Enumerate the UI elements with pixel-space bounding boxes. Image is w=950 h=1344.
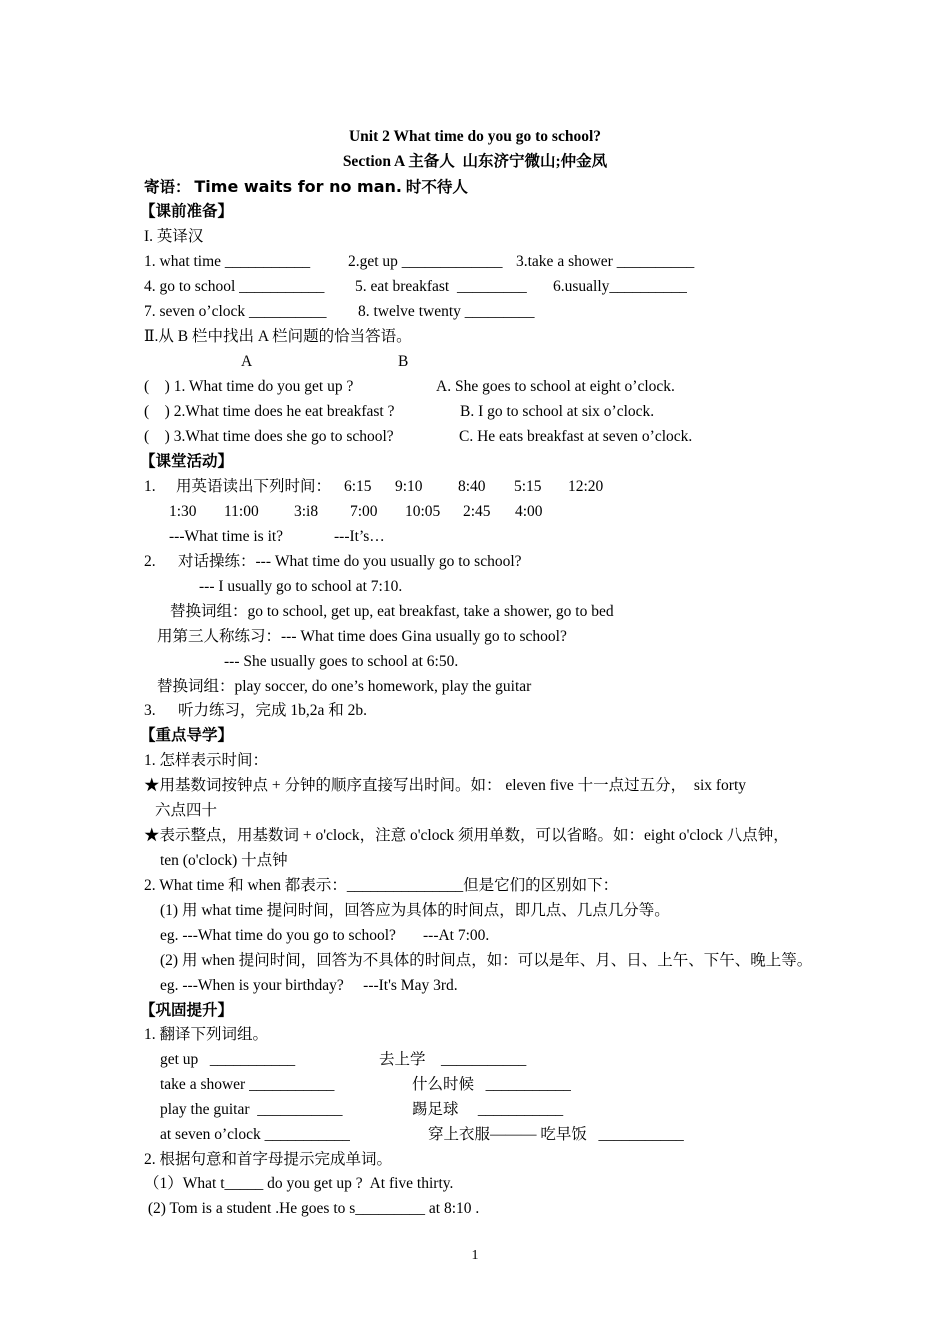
third-person-answer: --- She usually goes to school at 6:50. bbox=[224, 653, 459, 670]
key-rule-1-cont: 六点四十 bbox=[155, 802, 218, 819]
time-value: 10:05 bbox=[405, 503, 441, 520]
motto-text: Time waits for no man. bbox=[194, 177, 402, 196]
key-rule-2-cont: ten (o'clock) 十点钟 bbox=[160, 852, 288, 869]
activity-item2-text: 对话操练：--- What time do you usually go to school? bbox=[178, 553, 522, 570]
match-answer: C. He eats breakfast at seven o’clock. bbox=[459, 428, 693, 445]
activity-item-number: 1. bbox=[144, 478, 156, 495]
match-question: ( ) 1. What time do you get up ? bbox=[144, 378, 354, 395]
phrase-item: play the guitar ___________ bbox=[160, 1101, 343, 1118]
phrase-item: 去上学 ___________ bbox=[379, 1051, 527, 1068]
time-value: 3:i8 bbox=[294, 503, 319, 520]
match-answer: A. She goes to school at eight o’clock. bbox=[436, 378, 675, 395]
key-rule-2: ★表示整点，用基数词 + o'clock，注意 o'clock 须用单数，可以省略。如：eight o'clock 八点钟， bbox=[144, 827, 789, 844]
activity-item-number: 2. bbox=[144, 553, 156, 570]
motto-label: 寄语： bbox=[144, 179, 191, 196]
dialogue-answer: ---It’s… bbox=[334, 528, 385, 545]
motto bbox=[144, 177, 468, 198]
vocab-item: 5. eat breakfast _________ bbox=[355, 278, 527, 295]
time-value: 4:00 bbox=[515, 503, 543, 520]
phrase-item: 穿上衣服——— 吃早饭 ___________ bbox=[428, 1126, 684, 1143]
vocab-item: 4. go to school ___________ bbox=[144, 278, 325, 295]
key-point-2: 2. What time 和 when 都表示：_______________但是它们的区别如下： bbox=[144, 877, 619, 894]
time-value: 8:40 bbox=[458, 478, 486, 495]
prep-heading: 【课前准备】 bbox=[140, 203, 234, 220]
phrase-item: take a shower ___________ bbox=[160, 1076, 335, 1093]
motto-cn: 时不待人 bbox=[405, 179, 468, 196]
prep-part1-title: I. 英译汉 bbox=[144, 228, 204, 245]
vocab-item: 7. seven o’clock __________ bbox=[144, 303, 327, 320]
dialogue-question: ---What time is it? bbox=[169, 528, 284, 545]
key-points-heading: 【重点导学】 bbox=[140, 727, 234, 744]
activity-item2-answer: --- I usually go to school at 7:10. bbox=[199, 578, 403, 595]
phrase-item: at seven o’clock ___________ bbox=[160, 1126, 350, 1143]
example-1: eg. ---What time do you go to school? ---At 7:00. bbox=[160, 927, 490, 944]
substitution-phrases: 替换词组：play soccer, do one’s homework, play the guitar bbox=[157, 678, 532, 695]
activity-heading: 【课堂活动】 bbox=[140, 453, 234, 470]
phrase-item: 什么时候 ___________ bbox=[412, 1076, 571, 1093]
third-person-practice: 用第三人称练习：--- What time does Gina usually go to school? bbox=[157, 628, 567, 645]
key-rule-1: ★用基数词按钟点 + 分钟的顺序直接写出时间。如： eleven five 十一点过五分， six forty bbox=[144, 777, 747, 794]
vocab-item: 3.take a shower __________ bbox=[516, 253, 695, 270]
vocab-item: 1. what time ___________ bbox=[144, 253, 311, 270]
section-subtitle: Section A 主备人 山东济宁微山;仲金凤 bbox=[342, 153, 608, 170]
vocab-item: 2.get up _____________ bbox=[348, 253, 503, 270]
time-value: 2:45 bbox=[463, 503, 491, 520]
exercise-sentence: （1）What t_____ do you get up ? At five thirty. bbox=[144, 1175, 454, 1192]
time-value: 9:10 bbox=[395, 478, 423, 495]
page-number: 1 bbox=[471, 1248, 479, 1263]
phrase-item: 踢足球 ___________ bbox=[412, 1101, 564, 1118]
time-value: 1:30 bbox=[169, 503, 197, 520]
key-point-2-1: (1) 用 what time 提问时间，回答应为具体的时间点，即几点、几点几分等。 bbox=[160, 902, 670, 919]
time-value: 12:20 bbox=[568, 478, 604, 495]
exercise-1-title: 1. 翻译下列词组。 bbox=[144, 1026, 269, 1043]
exercise-2-title: 2. 根据句意和首字母提示完成单词。 bbox=[144, 1151, 393, 1168]
time-value: 5:15 bbox=[514, 478, 542, 495]
page-title: Unit 2 What time do you go to school? bbox=[348, 128, 602, 145]
example-2: eg. ---When is your birthday? ---It's May 3rd. bbox=[160, 977, 458, 994]
activity-item1-label: 用英语读出下列时间： bbox=[176, 478, 332, 495]
time-value: 7:00 bbox=[350, 503, 378, 520]
activity-item3-text: 听力练习，完成 1b,2a 和 2b. bbox=[178, 702, 368, 719]
column-a-label: A bbox=[241, 353, 253, 370]
substitution-phrases: 替换词组：go to school, get up, eat breakfast, take a shower, go to bed bbox=[170, 603, 614, 620]
exercise-sentence: (2) Tom is a student .He goes to s_________ at 8:10 . bbox=[144, 1200, 480, 1217]
key-point-1: 1. 怎样表示时间： bbox=[144, 752, 269, 769]
column-b-label: B bbox=[398, 353, 409, 370]
consolidate-heading: 【巩固提升】 bbox=[140, 1002, 234, 1019]
key-point-2-2: (2) 用 when 提问时间，回答为不具体的时间点，如：可以是年、月、日、上午、下午、晚上等。 bbox=[160, 952, 813, 969]
match-answer: B. I go to school at six o’clock. bbox=[460, 403, 655, 420]
prep-part2-title: Ⅱ.从 B 栏中找出 A 栏问题的恰当答语。 bbox=[144, 328, 412, 345]
vocab-item: 6.usually__________ bbox=[553, 278, 687, 295]
phrase-item: get up ___________ bbox=[160, 1051, 296, 1068]
time-value: 11:00 bbox=[224, 503, 259, 520]
time-value: 6:15 bbox=[344, 478, 372, 495]
match-question: ( ) 2.What time does he eat breakfast ? bbox=[144, 403, 395, 420]
vocab-item: 8. twelve twenty _________ bbox=[358, 303, 535, 320]
match-question: ( ) 3.What time does she go to school? bbox=[144, 428, 394, 445]
activity-item-number: 3. bbox=[144, 702, 156, 719]
